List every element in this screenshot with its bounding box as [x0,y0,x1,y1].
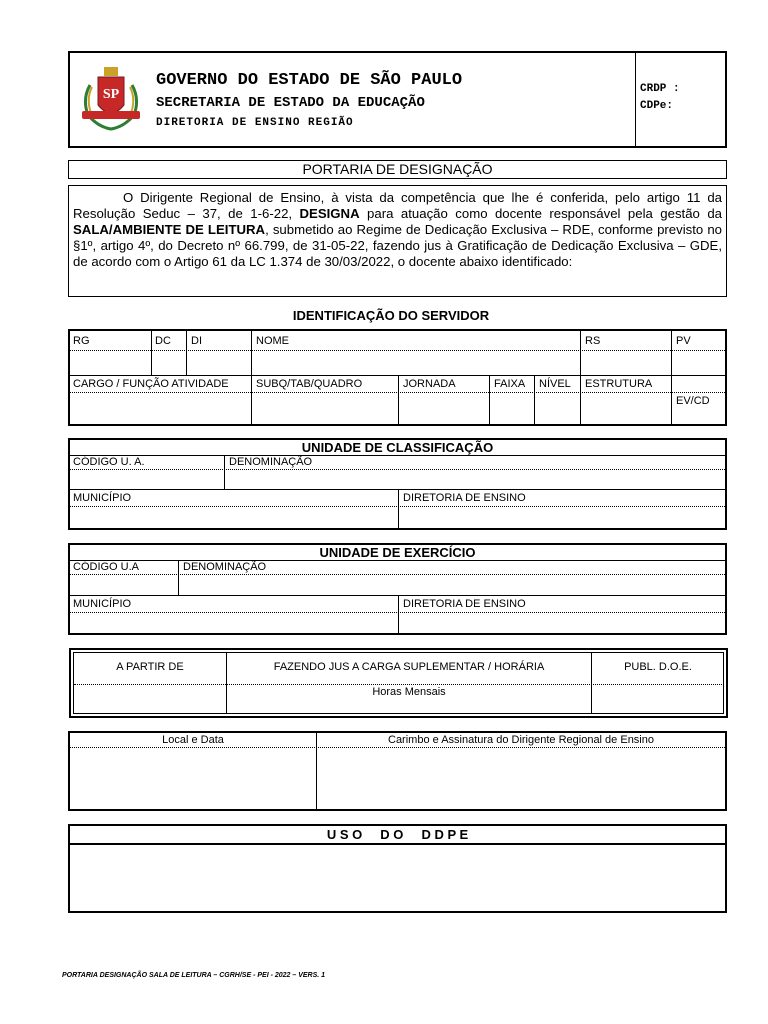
label-carimbo: Carimbo e Assinatura do Dirigente Regional de Ensino [388,734,654,746]
label-apartir: A PARTIR DE [116,661,184,673]
classificacao-box [68,438,727,530]
label-pv: PV [676,335,691,347]
label-rg: RG [73,335,90,347]
vline [224,455,225,489]
hline [70,843,725,845]
label-local: Local e Data [162,734,224,746]
page-title-box [68,160,727,179]
label-nome: NOME [256,335,289,347]
page-title: PORTARIA DE DESIGNAÇÃO [302,161,493,177]
vline [398,595,399,633]
label-faixa: FAIXA [494,378,526,390]
servidor-box [68,329,727,426]
header-divider [635,53,636,146]
label-fazendo: FAZENDO JUS A CARGA SUPLEMENTAR / HORÁRIA [273,661,545,673]
vline [489,375,490,424]
label-evcd: EV/CD [676,395,710,407]
dotted-line [70,574,725,575]
dotted-line [70,469,725,470]
intro-box [68,185,727,297]
label-horas: Horas Mensais [372,686,446,698]
crdp-label: CRDP : [640,83,680,95]
label-estrutura: ESTRUTURA [585,378,653,390]
label-rs: RS [585,335,601,347]
label-diretoria: DIRETORIA DE ENSINO [403,492,526,504]
carga-box [69,648,728,718]
header-box [68,51,727,148]
dotted-line [70,747,725,748]
footer-text: PORTARIA DESIGNAÇÃO SALA DE LEITURA – CGRH/SE - PEI - 2022 – VERS. 1 [62,972,326,979]
vline [671,331,672,424]
label-jornada: JORNADA [403,378,456,390]
dotted-line [74,684,724,685]
intro-p3: , submetido ao Regime de Dedicação Exclusiva – RDE, conforme previsto no §1º, artigo 4º, do Decreto nº 66.799, de 31-05-22, fazendo jus à Gratificação de Dedicação Exclusiva – GDE, de acordo com o Artigo 61 da LC 1.374 de 30/03/2022, o docente abaixo identificado: [73,222,723,269]
vline [398,489,399,528]
label-municipio: MUNICÍPIO [73,598,132,610]
label-codigo: CÓDIGO U. A. [73,456,145,468]
label-cargo: CARGO / FUNÇÃO ATIVIDADE [73,378,229,390]
label-publ: PUBL. D.O.E. [624,661,692,673]
label-subq: SUBQ/TAB/QUADRO [256,378,363,390]
label-codigo: CÓDIGO U.A [73,561,140,573]
exercicio-heading: UNIDADE DE EXERCÍCIO [319,545,476,560]
label-nivel: NÍVEL [539,378,571,390]
vline [580,331,581,424]
vline [186,331,187,375]
label-dc: DC [155,335,171,347]
hline [70,455,725,456]
intro-p2: para atuação como docente responsável pela gestão da [359,206,722,221]
intro-p1: O Dirigente Regional de Ensino, à vista da competência que lhe é conferida, pelo artigo 11 da Resolução Seduc – 37, de 1-6-22, [73,190,722,221]
vline [398,375,399,424]
label-denominacao: DENOMINAÇÃO [183,561,267,573]
sp-seal-icon [78,65,144,133]
exercicio-box [68,543,727,635]
vline [534,375,535,424]
hline [70,560,725,561]
cdpe-label: CDPe: [640,100,674,112]
assinatura-box [68,731,727,811]
vline [251,331,252,424]
label-denominacao: DENOMINAÇÃO [229,456,313,468]
servidor-row1-line [70,350,725,351]
classificacao-heading: UNIDADE DE CLASSIFICAÇÃO [301,440,494,455]
vline [151,331,152,375]
vline [178,560,179,595]
label-municipio: MUNICÍPIO [73,492,132,504]
header-sec: SECRETARIA DE ESTADO DA EDUCAÇÃO [156,95,425,111]
label-di: DI [191,335,202,347]
label-diretoria: DIRETORIA DE ENSINO [403,598,526,610]
header-gov: GOVERNO DO ESTADO DE SÃO PAULO [156,71,463,90]
intro-sala: SALA/AMBIENTE DE LEITURA [73,222,266,237]
seal-text: SP [102,87,120,102]
header-dir: DIRETORIA DE ENSINO REGIÃO [156,117,354,129]
ddpe-heading: U S O D O D D P E [326,827,469,842]
servidor-heading: IDENTIFICAÇÃO DO SERVIDOR [292,308,490,323]
ddpe-box [68,824,727,913]
intro-designa: DESIGNA [299,206,360,221]
